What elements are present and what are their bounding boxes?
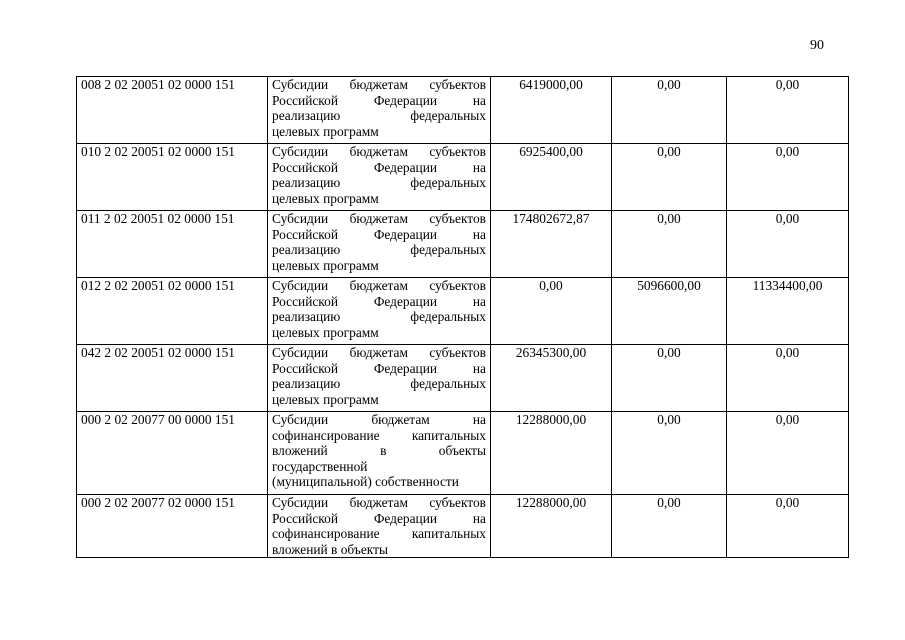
description-cell	[268, 412, 491, 495]
amount-cell-2: 0,00	[612, 345, 727, 412]
description-line: Российской Федерации на	[272, 510, 486, 526]
description-line: Субсидии бюджетам субъектов	[272, 278, 486, 293]
description-line: целевых программ	[272, 190, 379, 206]
description-line: целевых программ	[272, 391, 379, 407]
description-line: софинансирование капитальных	[272, 526, 486, 542]
description-line: (муниципальной) собственности	[272, 474, 459, 490]
amount-cell-2: 0,00	[612, 412, 727, 495]
table-row	[77, 345, 849, 412]
table-row	[77, 278, 849, 345]
description-line: софинансирование капитальных	[272, 427, 486, 443]
description-line: реализацию федеральных	[272, 309, 486, 325]
table-row	[77, 495, 849, 558]
description-line: Субсидии бюджетам субъектов	[272, 345, 486, 360]
amount-cell-2: 0,00	[612, 211, 727, 278]
amount-cell-1: 6925400,00	[491, 144, 612, 211]
description-line: Российской Федерации на	[272, 92, 486, 108]
description-cell	[268, 211, 491, 278]
budget-code-cell: 008 2 02 20051 02 0000 151	[77, 77, 268, 144]
budget-code-cell: 011 2 02 20051 02 0000 151	[77, 211, 268, 278]
description-line: Субсидии бюджетам субъектов	[272, 144, 486, 159]
amount-cell-1: 12288000,00	[491, 412, 612, 495]
amount-cell-1: 0,00	[491, 278, 612, 345]
amount-cell-1: 174802672,87	[491, 211, 612, 278]
description-cell	[268, 278, 491, 345]
amount-cell-2: 0,00	[612, 144, 727, 211]
description-line: Субсидии бюджетам субъектов	[272, 77, 486, 92]
page-number: 90	[810, 38, 824, 53]
description-line: Российской Федерации на	[272, 360, 486, 376]
description-line: Субсидии бюджетам субъектов	[272, 495, 486, 510]
amount-cell-2: 0,00	[612, 495, 727, 558]
table-row	[77, 77, 849, 144]
description-line: целевых программ	[272, 123, 379, 139]
table-row	[77, 144, 849, 211]
amount-cell-2: 0,00	[612, 77, 727, 144]
description-line: Субсидии бюджетам субъектов	[272, 211, 486, 226]
description-line: целевых программ	[272, 257, 379, 273]
amount-cell-3: 0,00	[727, 495, 849, 558]
description-line: Субсидии бюджетам на	[272, 412, 486, 427]
budget-code-cell: 042 2 02 20051 02 0000 151	[77, 345, 268, 412]
table-row	[77, 211, 849, 278]
description-line: Российской Федерации на	[272, 159, 486, 175]
amount-cell-1: 26345300,00	[491, 345, 612, 412]
amount-cell-1: 6419000,00	[491, 77, 612, 144]
table-row	[77, 412, 849, 495]
description-cell	[268, 495, 491, 558]
description-cell	[268, 77, 491, 144]
amount-cell-3: 0,00	[727, 345, 849, 412]
amount-cell-3: 11334400,00	[727, 278, 849, 345]
budget-code-cell: 010 2 02 20051 02 0000 151	[77, 144, 268, 211]
description-line: реализацию федеральных	[272, 175, 486, 191]
amount-cell-1: 12288000,00	[491, 495, 612, 558]
description-line: реализацию федеральных	[272, 376, 486, 392]
amount-cell-3: 0,00	[727, 144, 849, 211]
description-cell	[268, 144, 491, 211]
budget-code-cell: 012 2 02 20051 02 0000 151	[77, 278, 268, 345]
amount-cell-3: 0,00	[727, 77, 849, 144]
budget-code-cell: 000 2 02 20077 00 0000 151	[77, 412, 268, 495]
amount-cell-3: 0,00	[727, 211, 849, 278]
amount-cell-2: 5096600,00	[612, 278, 727, 345]
description-line: вложений в объекты	[272, 541, 388, 557]
description-cell	[268, 345, 491, 412]
description-line: Российской Федерации на	[272, 226, 486, 242]
amount-cell-3: 0,00	[727, 412, 849, 495]
description-line: реализацию федеральных	[272, 242, 486, 258]
budget-code-cell: 000 2 02 20077 02 0000 151	[77, 495, 268, 558]
description-line: Российской Федерации на	[272, 293, 486, 309]
description-line: государственной	[272, 458, 368, 474]
description-line: вложений в объекты	[272, 443, 486, 459]
description-line: реализацию федеральных	[272, 108, 486, 124]
description-line: целевых программ	[272, 324, 379, 340]
budget-table	[76, 76, 849, 558]
